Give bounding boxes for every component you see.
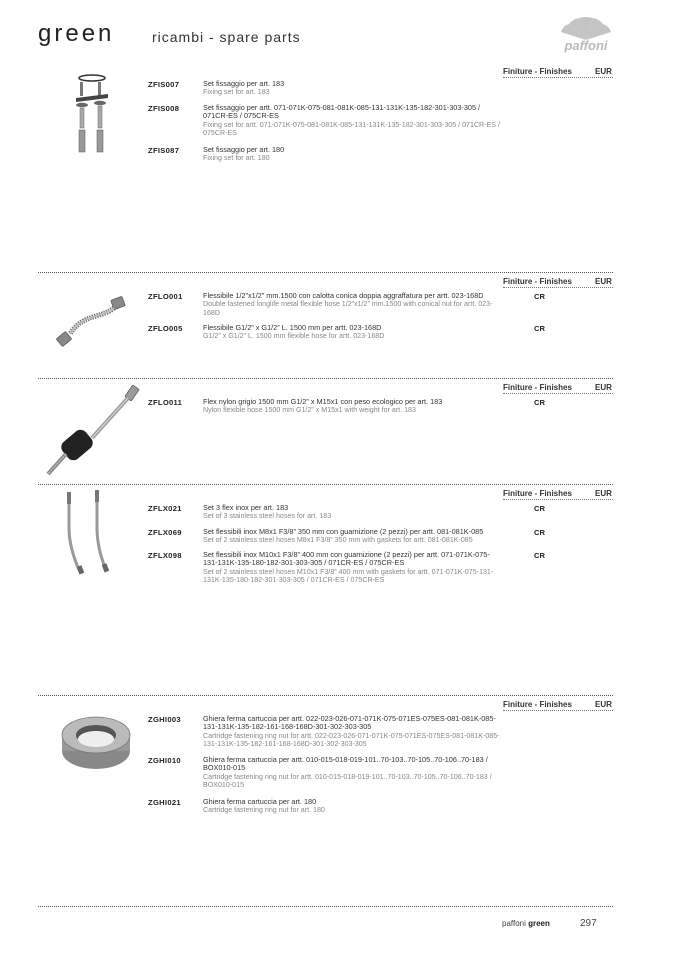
description-italian: Set flessibili inox M10x1 F3/8” 400 mm con guarnizione (2 pezzi) per artt. 071-071K-075-131-131K-135-180-182-301-303-305 / 071CR-ES / 075CR-ES bbox=[203, 550, 490, 568]
product-code: ZFLX069 bbox=[148, 528, 182, 537]
finish-code: CR bbox=[534, 398, 545, 407]
description-italian: Ghiera ferma cartuccia per artt. 022-023-026-071-071K-075-071ES-075ES-081-081K-085-131-131K-135-182-161-168-168D-301-302-303-305 bbox=[203, 714, 496, 732]
section-nylon-hose bbox=[38, 378, 613, 478]
paffoni-logo bbox=[555, 16, 617, 56]
column-header-eur: EUR bbox=[595, 67, 612, 76]
section-stainless-hoses bbox=[38, 484, 613, 684]
product-code: ZGHI003 bbox=[148, 715, 181, 724]
description-english: G1/2” x G1/2” L. 1500 mm flexible hose for artt. 023-168D bbox=[203, 332, 385, 341]
header-divider bbox=[503, 393, 613, 394]
description-english: Cartridge fastening ring nut for art. 180 bbox=[203, 806, 325, 815]
section-divider bbox=[38, 272, 613, 273]
column-header-finishes: Finiture - Finishes bbox=[503, 67, 572, 76]
description-english: Fixing set for art. 180 bbox=[203, 154, 270, 163]
product-description bbox=[203, 80, 503, 97]
column-header-eur: EUR bbox=[595, 277, 612, 286]
ring-nut-illustration bbox=[58, 713, 134, 775]
description-italian: Set fissaggio per art. 180 bbox=[203, 145, 285, 154]
product-description bbox=[203, 324, 503, 341]
product-code: ZFIS007 bbox=[148, 80, 180, 89]
description-english: Double fastened longlife metal flexible hose 1/2”x1/2” mm.1500 with conical nut for artt. 023-168D bbox=[203, 300, 493, 317]
product-code: ZGHI021 bbox=[148, 798, 181, 807]
footer-brand-name: paffoni bbox=[502, 919, 526, 928]
product-description bbox=[203, 715, 503, 748]
fixing-set-illustration bbox=[72, 72, 112, 154]
finish-code: CR bbox=[534, 292, 545, 301]
section-flexible-hoses bbox=[38, 272, 613, 372]
product-description bbox=[203, 146, 503, 163]
product-code: ZFLX098 bbox=[148, 551, 182, 560]
description-english: Cartridge fastening ring nut for artt. 022-023-026-071-071K-075-071ES-075ES-081-081K-085-131-131K-135-182-161-168-168D-301-302-303-305 bbox=[203, 731, 500, 749]
description-italian: Set 3 flex inox per art. 183 bbox=[203, 503, 289, 512]
footer-series-name: green bbox=[528, 919, 550, 928]
column-header-finishes: Finiture - Finishes bbox=[503, 277, 572, 286]
product-code: ZFLO005 bbox=[148, 324, 183, 333]
column-header-finishes: Finiture - Finishes bbox=[503, 700, 572, 709]
product-description bbox=[203, 551, 503, 584]
column-header-finishes: Finiture - Finishes bbox=[503, 489, 572, 498]
product-description bbox=[203, 398, 503, 415]
page-number: 297 bbox=[580, 918, 597, 929]
section-divider bbox=[38, 695, 613, 696]
product-description bbox=[203, 756, 503, 789]
description-italian: Flex nylon grigio 1500 mm G1/2” x M15x1 con peso ecologico per art. 183 bbox=[203, 397, 443, 406]
flexible-hose-illustration bbox=[52, 294, 132, 352]
product-code: ZFIS008 bbox=[148, 104, 180, 113]
logo-wordmark: paffoni bbox=[564, 38, 608, 53]
description-english: Set of 2 stainless steel hoses M10x1 F3/8” 400 mm with gaskets for artt. 071-071K-075-131-131K-135-180-182-301-303-305 / 071CR-ES / 075CR-ES bbox=[203, 567, 494, 585]
finish-code: CR bbox=[534, 528, 545, 537]
header-divider bbox=[503, 77, 613, 78]
section-fixing-sets bbox=[38, 62, 613, 262]
page-subtitle: ricambi - spare parts bbox=[152, 29, 301, 45]
product-description bbox=[203, 798, 503, 815]
header-divider bbox=[503, 710, 613, 711]
description-italian: Set flessibili inox M8x1 F3/8” 350 mm con guarnizione (2 pezzi) per artt. 081-081K-085 bbox=[203, 527, 484, 536]
finish-code: CR bbox=[534, 324, 545, 333]
description-english: Nylon flexible hose 1500 mm G1/2” x M15x1 with weight for art. 183 bbox=[203, 406, 416, 415]
product-description bbox=[203, 528, 503, 545]
header-divider bbox=[503, 287, 613, 288]
column-header-eur: EUR bbox=[595, 489, 612, 498]
stainless-hose-set-illustration bbox=[60, 488, 110, 576]
description-italian: Set fissaggio per artt. 071-071K-075-081-081K-085-131-131K-135-182-301-303-305 / 071CR-ES / 075CR-ES bbox=[203, 103, 481, 121]
description-italian: Ghiera ferma cartuccia per art. 180 bbox=[203, 797, 317, 806]
product-code: ZFIS087 bbox=[148, 146, 180, 155]
description-english: Fixing set for art. 183 bbox=[203, 88, 270, 97]
footer-divider bbox=[38, 906, 613, 907]
product-description bbox=[203, 104, 503, 137]
finish-code: CR bbox=[534, 504, 545, 513]
description-italian: Ghiera ferma cartuccia per artt. 010-015-018-019-101..70-103..70-105..70-106..70-183 / BOX010-015 bbox=[203, 755, 488, 773]
footer-brand bbox=[502, 919, 550, 928]
description-english: Fixing set for artt. 071-071K-075-081-081K-085-131-131K-135-182-301-303-305 / 071CR-ES / 075CR-ES bbox=[203, 120, 500, 138]
product-code: ZFLO001 bbox=[148, 292, 183, 301]
description-english: Set of 3 stainless steel hoses for art. 183 bbox=[203, 512, 332, 521]
product-description bbox=[203, 292, 503, 317]
product-code: ZGHI010 bbox=[148, 756, 181, 765]
description-italian: Set fissaggio per art. 183 bbox=[203, 79, 285, 88]
description-english: Set of 2 stainless steel hoses M8x1 F3/8” 350 mm with gaskets for artt. 081-081K-085 bbox=[203, 536, 473, 545]
column-header-eur: EUR bbox=[595, 383, 612, 392]
product-code: ZFLO011 bbox=[148, 398, 183, 407]
description-italian: Flessibile 1/2”x1/2” mm.1500 con calotta conica doppia aggraffatura per artt. 023-168D bbox=[203, 291, 484, 300]
column-header-eur: EUR bbox=[595, 700, 612, 709]
section-divider bbox=[38, 484, 613, 485]
catalog-series-title: green bbox=[38, 20, 115, 47]
section-ring-nuts bbox=[38, 695, 613, 895]
finish-code: CR bbox=[534, 551, 545, 560]
description-italian: Flessibile G1/2” x G1/2” L. 1500 mm per artt. 023-168D bbox=[203, 323, 382, 332]
header-divider bbox=[503, 499, 613, 500]
section-divider bbox=[38, 378, 613, 379]
nylon-hose-illustration bbox=[42, 384, 142, 480]
product-description bbox=[203, 504, 503, 521]
description-english: Cartridge fastening ring nut for artt. 010-015-018-019-101..70-103..70-105..70-106..70-183 / BOX010-015 bbox=[203, 772, 492, 790]
product-code: ZFLX021 bbox=[148, 504, 182, 513]
column-header-finishes: Finiture - Finishes bbox=[503, 383, 572, 392]
